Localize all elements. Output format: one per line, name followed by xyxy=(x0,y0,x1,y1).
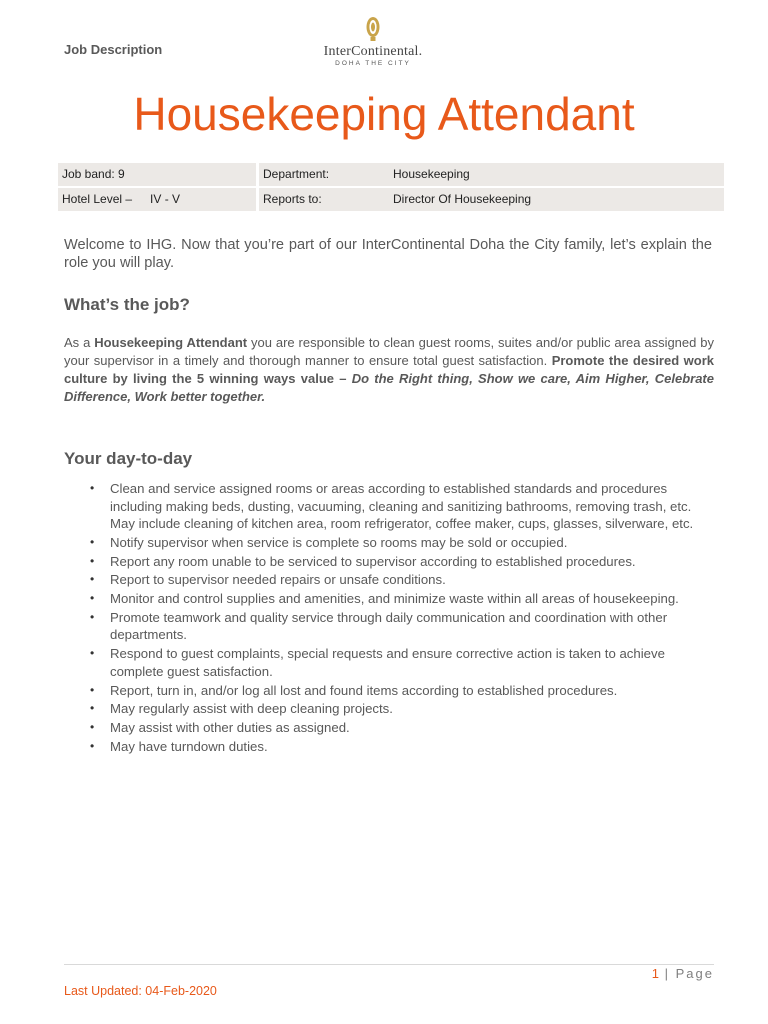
job-culture-text: Promote the desired work culture by living the 5 winning ways value – xyxy=(64,353,715,386)
reports-to-value-cell: Director Of Housekeeping xyxy=(389,188,724,211)
department-value-cell: Housekeeping xyxy=(389,163,724,186)
welcome-paragraph: Welcome to IHG. Now that you’re part of our InterContinental Doha the City family, let’s explain the role you will play. xyxy=(64,237,712,271)
footer-divider xyxy=(64,964,714,965)
list-item: • May have turndown duties. xyxy=(90,738,715,756)
job-values-text: Do the Right thing, Show we care, Aim Higher, Celebrate Difference, Work better together. xyxy=(64,371,714,404)
hotel-level-label: Hotel Level – xyxy=(62,192,133,206)
job-body-text: you are responsible to clean guest rooms, suites and/or public area assigned by your supervisor in a timely and thorough manner to ensure total guest satisfaction. xyxy=(64,335,714,368)
page-number-value: 1 xyxy=(651,966,660,981)
list-item: • Respond to guest complaints, special requests and ensure corrective action is taken to achieve complete guest satisfaction. xyxy=(90,645,715,680)
list-item: • Report to supervisor needed repairs or unsafe conditions. xyxy=(90,571,715,589)
page-number xyxy=(652,966,714,981)
logo-brand-text: InterContinental. xyxy=(323,44,423,59)
info-row-band xyxy=(58,163,724,186)
job-intro-text: As a xyxy=(64,335,95,350)
flame-emblem-icon xyxy=(365,16,381,42)
intercontinental-logo xyxy=(300,16,446,78)
hotel-level-value: IV - V xyxy=(150,192,181,206)
list-item: • Clean and service assigned rooms or areas according to established standards and procedures including making beds, dusting, vacuuming, cleaning and sanitizing bathrooms, removing trash, etc. May include cleaning of kitchen area, room refrigerator, coffee maker, cups, glasses, silverware, etc. xyxy=(90,480,715,533)
page-title: Housekeeping Attendant xyxy=(133,88,635,140)
logo-city-text: DOHA THE CITY xyxy=(335,60,411,67)
last-updated: Last Updated: 04-Feb-2020 xyxy=(64,984,217,998)
day-section-heading: Your day-to-day xyxy=(64,449,193,468)
job-info-table xyxy=(58,163,724,213)
doc-type-label: Job Description xyxy=(64,42,163,57)
hotel-level-cell xyxy=(58,188,256,211)
list-item: • Report any room unable to be serviced to supervisor according to established procedures. xyxy=(90,553,715,571)
list-item: • Notify supervisor when service is complete so rooms may be sold or occupied. xyxy=(90,534,715,552)
page-number-label: | Page xyxy=(664,966,714,981)
job-band-cell: Job band: 9 xyxy=(58,163,256,186)
job-section-heading: What’s the job? xyxy=(64,295,190,314)
list-item: • Monitor and control supplies and amenities, and minimize waste within all areas of housekeeping. xyxy=(90,590,715,608)
reports-to-label-cell: Reports to: xyxy=(259,188,389,211)
job-description-paragraph xyxy=(64,334,714,406)
list-item: • Promote teamwork and quality service through daily communication and coordination with other departments. xyxy=(90,609,715,644)
list-item: • Report, turn in, and/or log all lost and found items according to established procedures. xyxy=(90,682,715,700)
duties-list xyxy=(90,480,715,757)
job-role-text: Housekeeping Attendant xyxy=(94,335,248,350)
info-row-level xyxy=(58,188,724,211)
department-label-cell: Department: xyxy=(259,163,389,186)
list-item: • May regularly assist with deep cleaning projects. xyxy=(90,700,715,718)
list-item: • May assist with other duties as assigned. xyxy=(90,719,715,737)
